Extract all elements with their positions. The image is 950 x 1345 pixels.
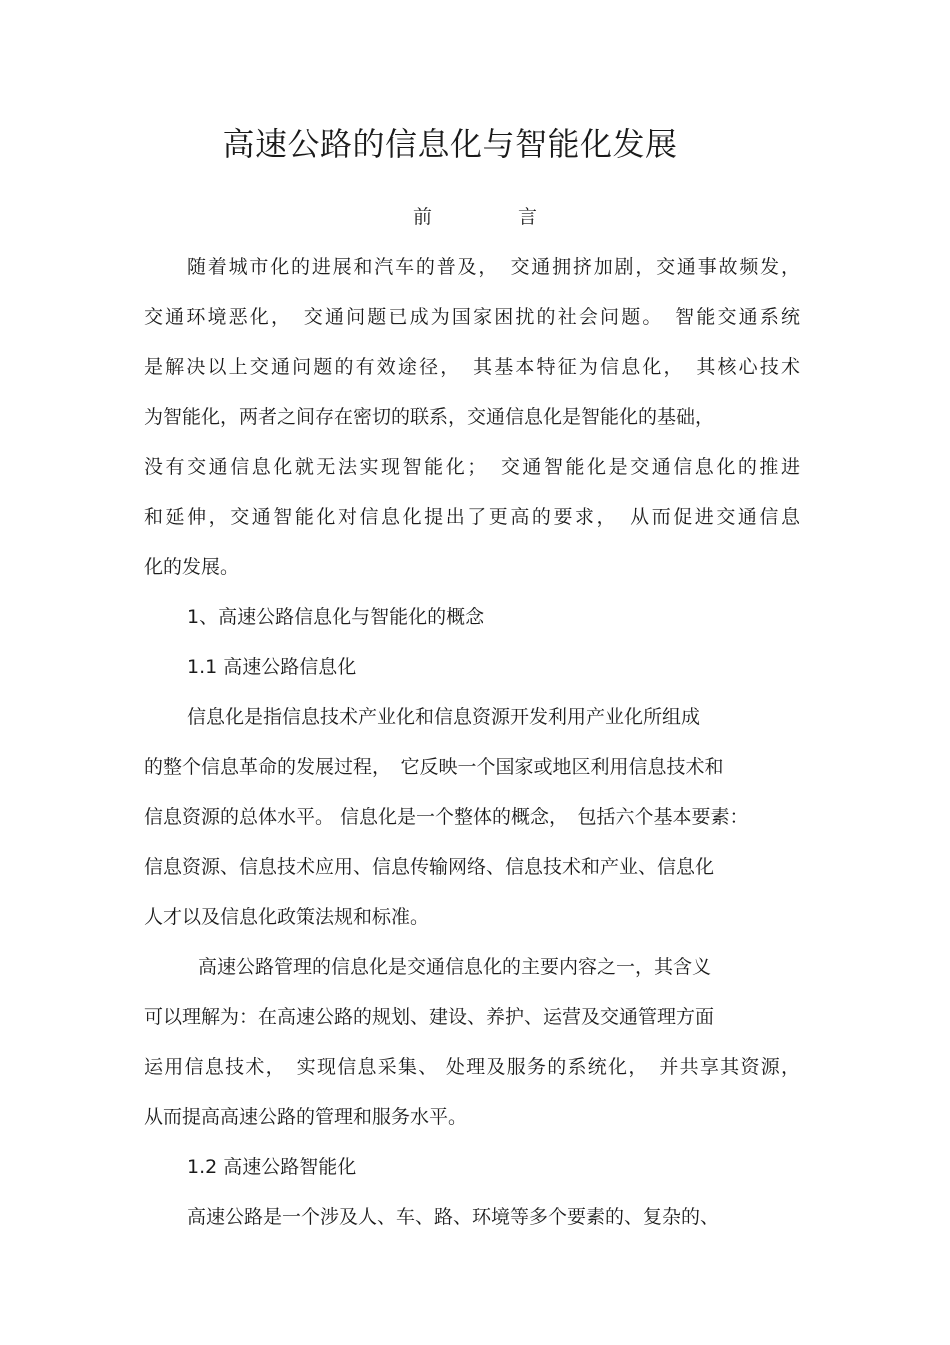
preface-heading: 前 言 — [412, 206, 578, 228]
paragraph-line: 化的发展。 — [144, 556, 240, 578]
paragraph-line: 人才以及信息化政策法规和标准。 — [144, 906, 430, 928]
paragraph-line: 的整个信息革命的发展过程， 它反映一个国家或地区利用信息技术和 — [144, 756, 724, 778]
paragraph-line: 信息资源、信息技术应用、信息传输网络、信息技术和产业、信息化 — [144, 856, 715, 878]
paragraph-line: 高速公路管理的信息化是交通信息化的主要内容之一，其含义 — [198, 956, 712, 978]
paragraph-line: 交通环境恶化， 交通问题已成为国家困扰的社会问题。 智能交通系统 — [144, 306, 800, 328]
paragraph-line: 信息化是指信息技术产业化和信息资源开发利用产业化所组成 — [187, 706, 701, 728]
paragraph-line: 高速公路是一个涉及人、车、路、环境等多个要素的、复杂的、 — [187, 1206, 720, 1228]
subsection-heading: 1.2 高速公路智能化 — [187, 1156, 357, 1178]
paragraph-line: 随着城市化的进展和汽车的普及， 交通拥挤加剧，交通事故频发， — [187, 256, 800, 278]
paragraph-line: 从而提高高速公路的管理和服务水平。 — [144, 1106, 468, 1128]
document-title: 高速公路的信息化与智能化发展 — [222, 125, 678, 163]
paragraph-line: 可以理解为：在高速公路的规划、建设、养护、运营及交通管理方面 — [144, 1006, 715, 1028]
paragraph-line: 是解决以上交通问题的有效途径， 其基本特征为信息化， 其核心技术 — [144, 356, 800, 378]
subsection-heading: 1.1 高速公路信息化 — [187, 656, 357, 678]
paragraph-line: 运用信息技术， 实现信息采集、 处理及服务的系统化， 并共享其资源， — [144, 1056, 800, 1078]
paragraph-line: 为智能化，两者之间存在密切的联系，交通信息化是智能化的基础， — [144, 406, 715, 428]
section-heading: 1、高速公路信息化与智能化的概念 — [187, 606, 485, 628]
paragraph-line: 信息资源的总体水平。 信息化是一个整体的概念， 包括六个基本要素： — [144, 806, 749, 828]
paragraph-line: 没有交通信息化就无法实现智能化； 交通智能化是交通信息化的推进 — [144, 456, 800, 478]
paragraph-line: 和延伸，交通智能化对信息化提出了更高的要求， 从而促进交通信息 — [144, 506, 800, 528]
